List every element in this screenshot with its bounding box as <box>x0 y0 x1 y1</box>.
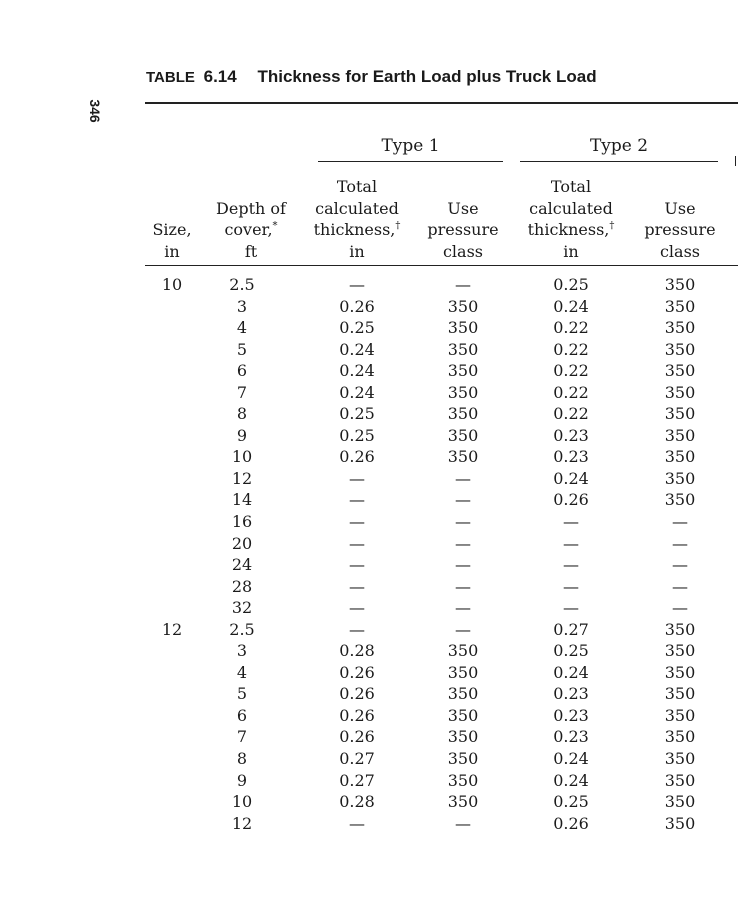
type1-class-cell: 350 <box>447 684 479 704</box>
table-row <box>0 274 738 296</box>
column-header-type1-thickness: Total calculated thickness,† in <box>313 177 401 261</box>
table-row <box>0 360 738 382</box>
table-row <box>0 339 738 361</box>
type2-class-cell: 350 <box>664 792 696 812</box>
type1-class-cell: 350 <box>447 792 479 812</box>
type1-thickness-cell: 0.25 <box>339 318 375 338</box>
table-row <box>0 554 738 576</box>
depth-cell: 7 <box>236 382 248 402</box>
depth-cell: 12 <box>231 813 253 833</box>
type2-class-cell: 350 <box>664 339 696 359</box>
type1-thickness-cell: 0.24 <box>339 339 375 359</box>
type1-class-cell: 350 <box>447 705 479 725</box>
depth-cell: 6 <box>236 705 248 725</box>
table-row <box>0 425 738 447</box>
table-row <box>0 468 738 490</box>
table-row <box>0 296 738 318</box>
table-row <box>0 382 738 404</box>
type2-thickness-cell: 0.23 <box>553 447 589 467</box>
depth-cell: 10 <box>231 792 253 812</box>
depth-cell: 28 <box>231 576 253 596</box>
depth-cell: 3 <box>236 296 248 316</box>
depth-cell: 8 <box>236 749 248 769</box>
type1-thickness-cell: — <box>349 813 365 833</box>
depth-cell: 9 <box>236 770 248 790</box>
type2-class-cell: 350 <box>664 770 696 790</box>
table-row <box>0 640 738 662</box>
depth-cell: 20 <box>231 533 253 553</box>
type2-thickness-cell: 0.22 <box>553 339 589 359</box>
size-cell: 10 <box>161 275 183 294</box>
type2-thickness-cell: 0.23 <box>553 684 589 704</box>
depth-cell: 4 <box>236 662 248 682</box>
type2-thickness-cell: — <box>563 598 579 618</box>
type1-thickness-cell: — <box>349 555 365 575</box>
type2-class-cell: 350 <box>664 404 696 424</box>
depth-cell: 32 <box>231 598 253 618</box>
type2-thickness-cell: 0.26 <box>553 490 589 510</box>
type2-thickness-cell: — <box>563 512 579 532</box>
type2-class-cell: 350 <box>664 749 696 769</box>
depth-cell: 4 <box>236 318 248 338</box>
type2-thickness-cell: 0.22 <box>553 318 589 338</box>
type2-thickness-cell: 0.25 <box>553 792 589 812</box>
table-row <box>0 619 738 641</box>
type2-thickness-cell: 0.22 <box>553 404 589 424</box>
table-row <box>0 597 738 619</box>
type1-thickness-cell: — <box>349 619 365 639</box>
page-number: 346 <box>87 99 103 123</box>
type2-class-cell: 350 <box>664 490 696 510</box>
table-row <box>0 489 738 511</box>
type2-thickness-cell: — <box>563 576 579 596</box>
table-row <box>0 533 738 555</box>
type1-class-cell: 350 <box>447 296 479 316</box>
type2-class-cell: — <box>672 555 688 575</box>
depth-cell: 5 <box>236 684 248 704</box>
type1-class-cell: — <box>455 533 471 553</box>
type1-class-cell: 350 <box>447 382 479 402</box>
table-row <box>0 662 738 684</box>
type2-class-cell: 350 <box>664 361 696 381</box>
type2-thickness-cell: 0.23 <box>553 705 589 725</box>
type1-thickness-cell: — <box>349 468 365 488</box>
type2-thickness-cell: 0.25 <box>553 275 589 294</box>
depth-cell: 2.5 <box>229 619 255 639</box>
type2-class-cell: 350 <box>664 425 696 445</box>
table-row <box>0 403 738 425</box>
type2-thickness-cell: — <box>563 555 579 575</box>
type2-thickness-cell: 0.24 <box>553 296 589 316</box>
table-number: 6.14 <box>203 67 237 86</box>
depth-cell: 9 <box>236 425 248 445</box>
type1-class-cell: 350 <box>447 662 479 682</box>
type1-class-cell: — <box>455 490 471 510</box>
type2-thickness-cell: 0.23 <box>553 425 589 445</box>
table-row <box>0 511 738 533</box>
type2-class-cell: 350 <box>664 318 696 338</box>
type2-thickness-cell: 0.27 <box>553 619 589 639</box>
type1-thickness-cell: 0.26 <box>339 684 375 704</box>
type1-thickness-cell: 0.26 <box>339 296 375 316</box>
table-title: Thickness for Earth Load plus Truck Load <box>257 67 597 86</box>
group-rule-type-2 <box>520 161 718 162</box>
table-label: TABLE <box>146 69 195 86</box>
type2-thickness-cell: 0.22 <box>553 382 589 402</box>
depth-cell: 16 <box>231 512 253 532</box>
group-rule-type-1 <box>318 161 503 162</box>
type2-thickness-cell: 0.22 <box>553 361 589 381</box>
type2-class-cell: 350 <box>664 641 696 661</box>
table-title-block <box>146 67 597 87</box>
type1-class-cell: 350 <box>447 749 479 769</box>
column-header-type2-pressure-class: Use pressure class <box>644 198 716 261</box>
type2-class-cell: 350 <box>664 813 696 833</box>
column-header-size: Size, in <box>152 220 192 261</box>
type1-thickness-cell: 0.26 <box>339 447 375 467</box>
header-rule <box>145 265 738 266</box>
type1-class-cell: — <box>455 576 471 596</box>
group-header-type-2: Type 2 <box>589 136 649 156</box>
type1-class-cell: — <box>455 813 471 833</box>
type1-thickness-cell: — <box>349 275 365 294</box>
depth-cell: 24 <box>231 555 253 575</box>
type2-class-cell: — <box>672 512 688 532</box>
table-row <box>0 576 738 598</box>
type1-thickness-cell: 0.26 <box>339 662 375 682</box>
type2-thickness-cell: 0.25 <box>553 641 589 661</box>
type1-class-cell: 350 <box>447 339 479 359</box>
depth-cell: 2.5 <box>229 275 255 294</box>
type1-thickness-cell: 0.27 <box>339 770 375 790</box>
type1-thickness-cell: — <box>349 533 365 553</box>
type1-thickness-cell: 0.26 <box>339 727 375 747</box>
column-header-type1-pressure-class: Use pressure class <box>427 198 499 261</box>
type1-thickness-cell: — <box>349 576 365 596</box>
group-header-type-1: Type 1 <box>381 136 440 156</box>
type1-class-cell: 350 <box>447 770 479 790</box>
type1-thickness-cell: 0.25 <box>339 425 375 445</box>
depth-cell: 3 <box>236 641 248 661</box>
type2-class-cell: 350 <box>664 662 696 682</box>
type2-class-cell: 350 <box>664 447 696 467</box>
type2-class-cell: 350 <box>664 382 696 402</box>
type1-class-cell: 350 <box>447 425 479 445</box>
type1-class-cell: — <box>455 555 471 575</box>
type1-thickness-cell: 0.26 <box>339 705 375 725</box>
type1-thickness-cell: 0.24 <box>339 382 375 402</box>
type1-class-cell: 350 <box>447 361 479 381</box>
type2-class-cell: 350 <box>664 727 696 747</box>
type2-thickness-cell: 0.24 <box>553 770 589 790</box>
table-row <box>0 748 738 770</box>
type2-class-cell: 350 <box>664 684 696 704</box>
type2-class-cell: 350 <box>664 275 696 294</box>
type1-class-cell: — <box>455 512 471 532</box>
depth-cell: 10 <box>231 447 253 467</box>
type2-thickness-cell: 0.24 <box>553 749 589 769</box>
table-row <box>0 813 738 835</box>
type2-class-cell: — <box>672 576 688 596</box>
type1-thickness-cell: 0.27 <box>339 749 375 769</box>
table-row <box>0 770 738 792</box>
type2-thickness-cell: 0.26 <box>553 813 589 833</box>
type1-class-cell: 350 <box>447 447 479 467</box>
type2-class-cell: — <box>672 533 688 553</box>
type1-class-cell: 350 <box>447 641 479 661</box>
type1-thickness-cell: 0.28 <box>339 641 375 661</box>
type1-thickness-cell: — <box>349 490 365 510</box>
table-row <box>0 317 738 339</box>
column-header-depth: Depth of cover,* ft <box>216 198 286 261</box>
type1-class-cell: — <box>455 468 471 488</box>
type1-thickness-cell: 0.28 <box>339 792 375 812</box>
column-header-type2-thickness: Total calculated thickness,† in <box>527 177 615 261</box>
depth-cell: 12 <box>231 468 253 488</box>
depth-cell: 7 <box>236 727 248 747</box>
type2-class-cell: — <box>672 598 688 618</box>
table-row <box>0 446 738 468</box>
size-cell: 12 <box>161 619 183 639</box>
type1-thickness-cell: 0.24 <box>339 361 375 381</box>
table-row <box>0 705 738 727</box>
type2-thickness-cell: — <box>563 533 579 553</box>
type1-class-cell: 350 <box>447 404 479 424</box>
type1-class-cell: — <box>455 598 471 618</box>
depth-cell: 6 <box>236 361 248 381</box>
table-row <box>0 791 738 813</box>
type2-class-cell: 350 <box>664 468 696 488</box>
type2-thickness-cell: 0.24 <box>553 468 589 488</box>
type1-class-cell: — <box>455 619 471 639</box>
type2-class-cell: 350 <box>664 619 696 639</box>
table-row <box>0 726 738 748</box>
type2-class-cell: 350 <box>664 705 696 725</box>
type1-thickness-cell: 0.25 <box>339 404 375 424</box>
type1-thickness-cell: — <box>349 512 365 532</box>
top-rule <box>145 102 738 104</box>
depth-cell: 5 <box>236 339 248 359</box>
type1-class-cell: 350 <box>447 727 479 747</box>
type1-class-cell: 350 <box>447 318 479 338</box>
type2-thickness-cell: 0.24 <box>553 662 589 682</box>
type2-class-cell: 350 <box>664 296 696 316</box>
type1-thickness-cell: — <box>349 598 365 618</box>
table-row <box>0 683 738 705</box>
type2-thickness-cell: 0.23 <box>553 727 589 747</box>
depth-cell: 14 <box>231 490 253 510</box>
table-body <box>0 274 738 834</box>
type1-class-cell: — <box>455 275 471 294</box>
depth-cell: 8 <box>236 404 248 424</box>
